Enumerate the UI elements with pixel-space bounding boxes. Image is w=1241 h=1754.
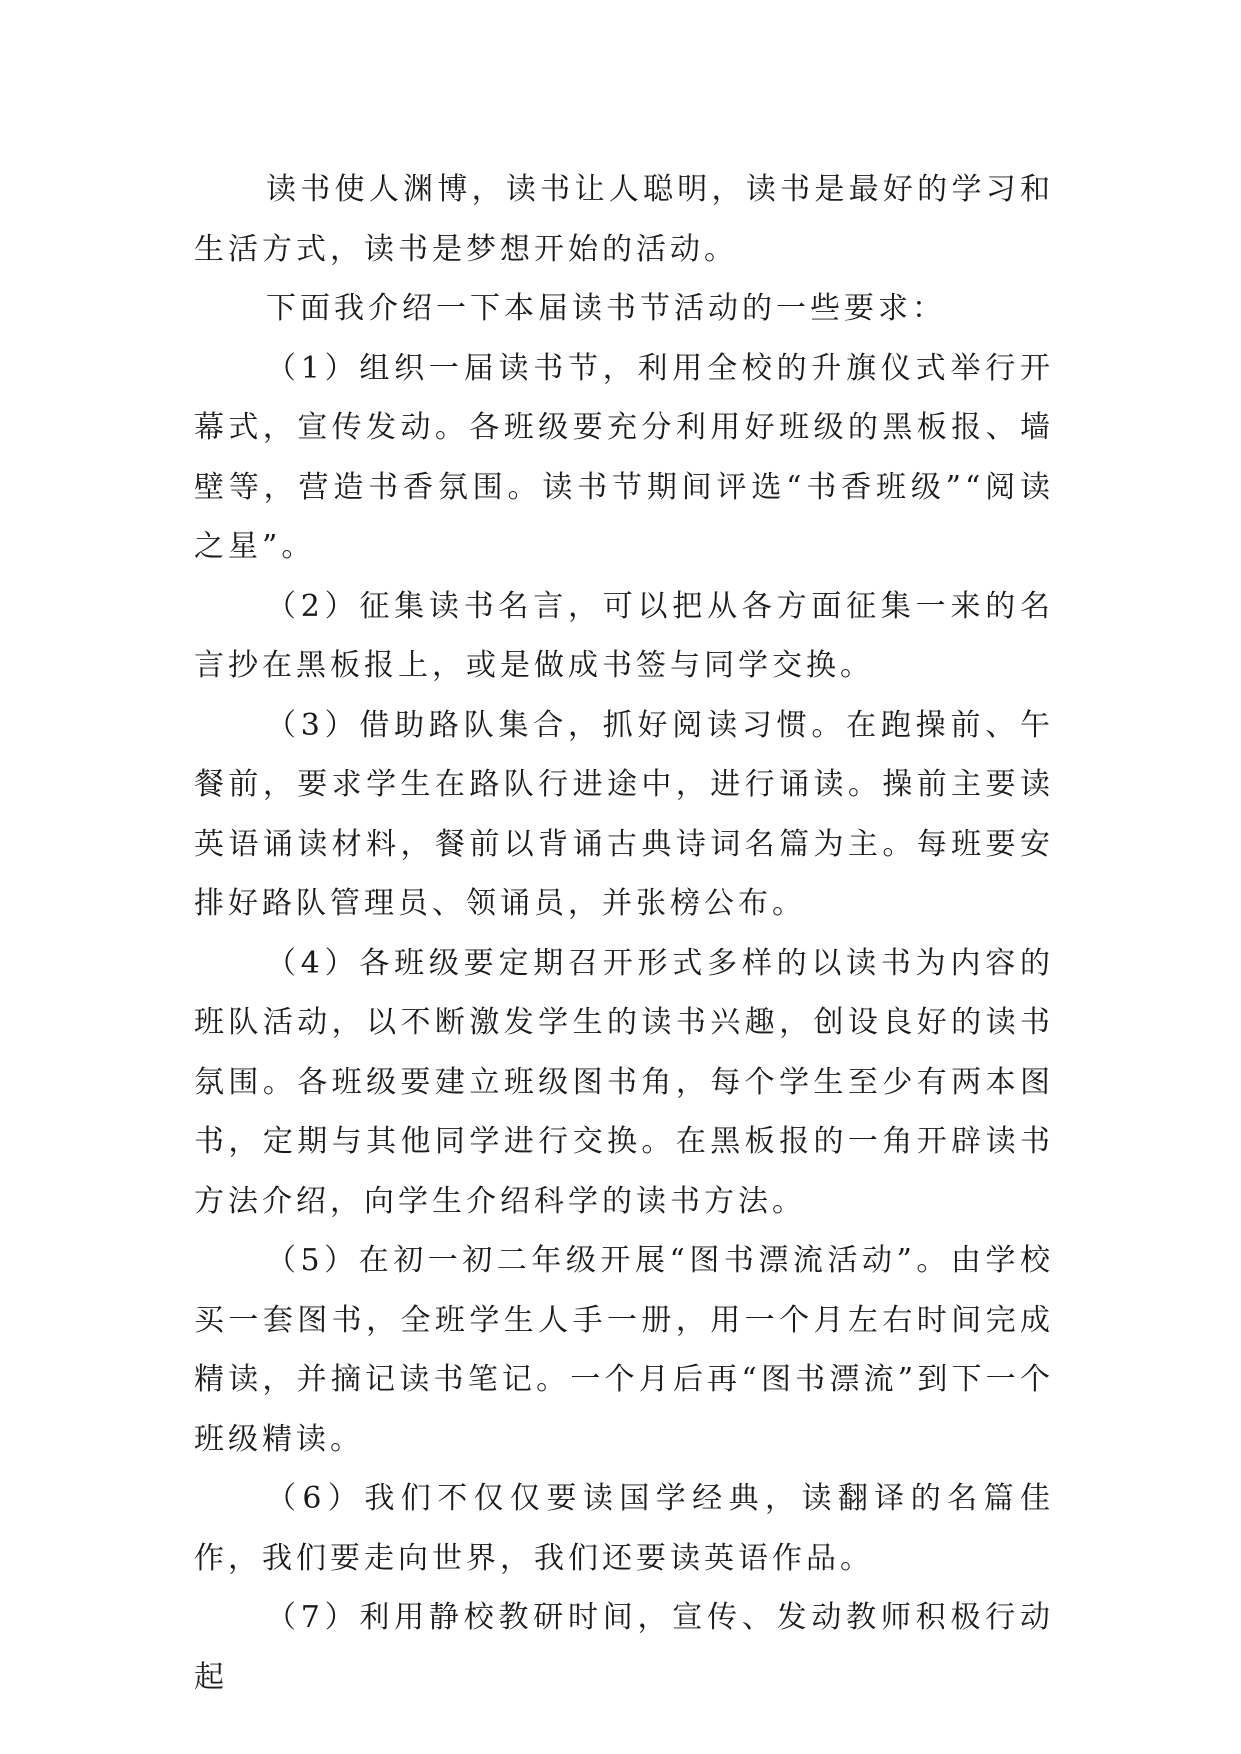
paragraph-item-3: （3）借助路队集合，抓好阅读习惯。在跑操前、午餐前，要求学生在路队行进途中，进行诵读。操前主要读英语诵读材料，餐前以背诵古典诗词名篇为主。每班要安排好路队管理员、领诵员，并张榜公布。	[194, 707, 1054, 921]
paragraph-requirements-lead: 下面我介绍一下本届读书节活动的一些要求：	[266, 291, 946, 326]
paragraph-item-6: （6）我们不仅仅要读国学经典，读翻译的名篇佳作，我们要走向世界，我们还要读英语作品。	[194, 1481, 1054, 1576]
paragraph-item-1: （1）组织一届读书节，利用全校的升旗仪式举行开幕式，宣传发动。各班级要充分利用好班级的黑板报、墙壁等，营造书香氛围。读书节期间评选“书香班级”“阅读之星”。	[194, 350, 1054, 564]
document-body	[194, 160, 1054, 1707]
paragraph-item-5: （5）在初一初二年级开展“图书漂流活动”。由学校买一套图书，全班学生人手一册，用一个月左右时间完成精读，并摘记读书笔记。一个月后再“图书漂流”到下一个班级精读。	[194, 1243, 1054, 1457]
paragraph-item-7: （7）利用静校教研时间，宣传、发动教师积极行动起	[194, 1600, 1054, 1695]
paragraph-intro: 读书使人渊博，读书让人聪明，读书是最好的学习和生活方式，读书是梦想开始的活动。	[194, 172, 1054, 267]
paragraph-item-2: （2）征集读书名言，可以把从各方面征集一来的名言抄在黑板报上，或是做成书签与同学交换。	[194, 588, 1054, 683]
paragraph-item-4: （4）各班级要定期召开形式多样的以读书为内容的班队活动，以不断激发学生的读书兴趣，创设良好的读书氛围。各班级要建立班级图书角，每个学生至少有两本图书，定期与其他同学进行交换。在黑板报的一角开辟读书方法介绍，向学生介绍科学的读书方法。	[194, 945, 1054, 1219]
